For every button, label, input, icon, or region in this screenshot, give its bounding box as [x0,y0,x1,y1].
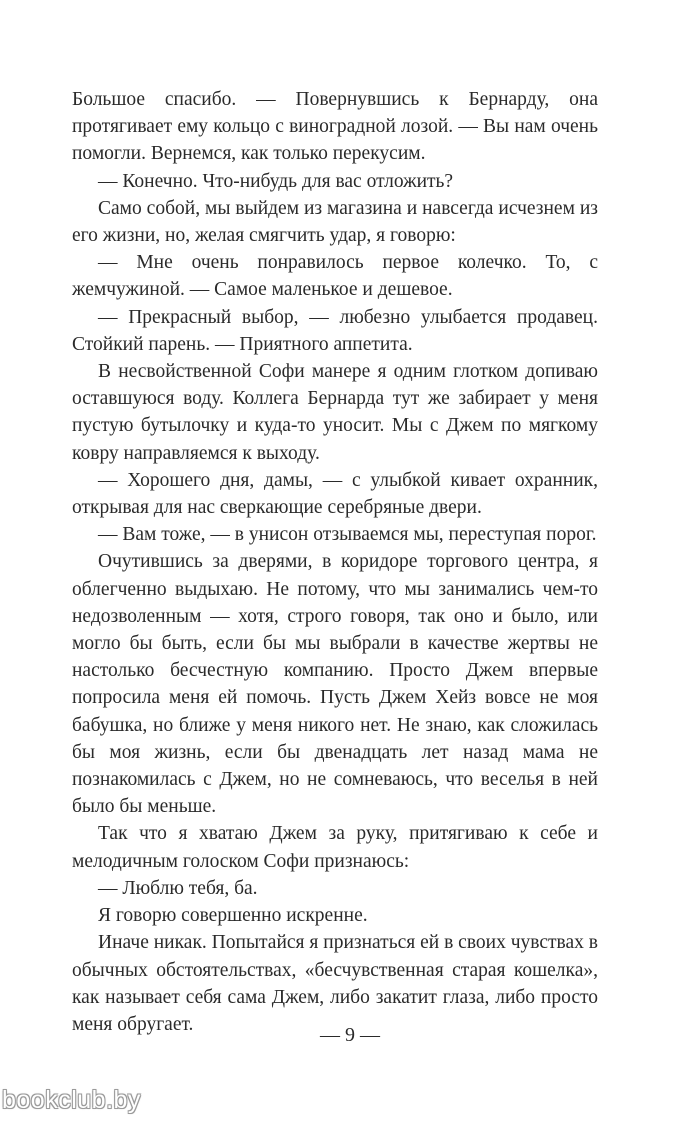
paragraph-12: Я говорю совершенно искренне. [98,905,368,927]
paragraph-7: — Хорошего дня, дамы, — с улыбкой кивает охранник, открывая для нас сверкающие серебряные двери. [72,469,598,519]
paragraph-4: — Мне очень понравилось первое колечко. То, с жемчужиной. — Самое маленькое и дешевое. [72,252,598,301]
paragraph-11: — Люблю тебя, ба. [98,877,258,899]
paragraph-1: Большое спасибо. — Повернувшись к Бернарду, она протягивает ему кольцо с виноградной лозой. — Вы нам очень помогли. Вернемся, как только перекусим. [72,89,598,165]
paragraph-6: В несвойственной Софи манере я одним глотком допиваю оставшуюся воду. Коллега Бернарда тут же забирает у меня пустую бутылочку и куда-то уносит. Мы с Джем по мягкому ковру направляемся к выходу. [72,361,598,464]
paragraph-9: Очутившись за дверями, в коридоре торгового центра, я облегченно выдыхаю. Не потому, что мы занимались чем-то недозволенным — хотя, строго говоря, так оно и было, или могло бы быть, если бы мы выбрали в качестве жертвы не настолько бесчестную компанию. Просто Джем впервые попросила меня ей помочь. Пусть Джем Хейз вовсе не моя бабушка, но ближе у меня никого нет. Не знаю, как сложилась бы моя жизнь, если бы двенадцать лет назад мама не познакомилась с Джем, но не сомневаюсь, что веселья в ней было бы меньше. [72,551,598,818]
paragraph-10: Так что я хватаю Джем за руку, притягиваю к себе и мелодичным голоском Софи признаюсь: [72,823,598,872]
paragraph-13: Иначе никак. Попытайся я признаться ей в своих чувствах в обычных обстоятельствах, «бесчувственная старая кошелка», как называет себя сама Джем, либо закатит глаза, либо просто меня обругает. [72,932,598,1035]
paragraph-5: — Прекрасный выбор, — любезно улыбается продавец. Стойкий парень. — Приятного аппетита. [72,306,598,355]
paragraph-3: Само собой, мы выйдем из магазина и навсегда исчезнем из его жизни, но, желая смягчить удар, я говорю: [72,197,598,247]
page-number: — 9 — [320,1024,380,1046]
paragraph-2: — Конечно. Что-нибудь для вас отложить? [98,170,454,192]
paragraph-8: — Вам тоже, — в унисон отзываемся мы, переступая порог. [98,524,597,546]
page-text [72,86,598,1038]
watermark: bookclub.by [2,1086,141,1114]
